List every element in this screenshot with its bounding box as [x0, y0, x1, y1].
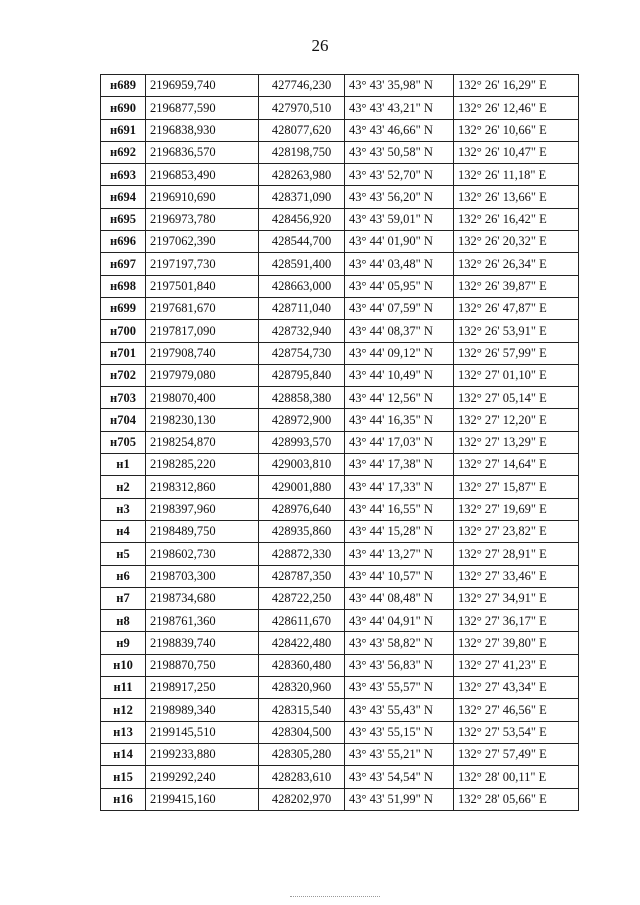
longitude-cell: 132° 28' 05,66" E [454, 788, 579, 810]
point-id-cell: н705 [101, 431, 146, 453]
table-row [101, 743, 579, 765]
latitude-cell: 43° 44' 17,33" N [345, 476, 454, 498]
point-id-cell: н5 [101, 543, 146, 565]
y-coordinate-cell: 428711,040 [259, 297, 345, 319]
point-id-cell: н6 [101, 565, 146, 587]
latitude-cell: 43° 43' 51,99" N [345, 788, 454, 810]
latitude-cell: 43° 43' 59,01" N [345, 208, 454, 230]
y-coordinate-cell: 428202,970 [259, 788, 345, 810]
x-coordinate-cell: 2197197,730 [146, 253, 259, 275]
table-row [101, 677, 579, 699]
latitude-cell: 43° 44' 07,59" N [345, 297, 454, 319]
table-row [101, 253, 579, 275]
latitude-cell: 43° 43' 58,82" N [345, 632, 454, 654]
table-row [101, 231, 579, 253]
latitude-cell: 43° 43' 35,98" N [345, 75, 454, 97]
longitude-cell: 132° 27' 34,91" E [454, 587, 579, 609]
table-row [101, 119, 579, 141]
table-row [101, 587, 579, 609]
y-coordinate-cell: 429001,880 [259, 476, 345, 498]
y-coordinate-cell: 428320,960 [259, 677, 345, 699]
page-number: 26 [311, 36, 329, 55]
table-row [101, 721, 579, 743]
y-coordinate-cell: 427970,510 [259, 97, 345, 119]
point-id-cell: н16 [101, 788, 146, 810]
latitude-cell: 43° 44' 16,35" N [345, 409, 454, 431]
table-row [101, 320, 579, 342]
x-coordinate-cell: 2199415,160 [146, 788, 259, 810]
latitude-cell: 43° 44' 15,28" N [345, 520, 454, 542]
y-coordinate-cell: 428754,730 [259, 342, 345, 364]
latitude-cell: 43° 43' 54,54" N [345, 766, 454, 788]
table-row [101, 75, 579, 97]
longitude-cell: 132° 27' 41,23" E [454, 654, 579, 676]
table-row [101, 610, 579, 632]
x-coordinate-cell: 2198870,750 [146, 654, 259, 676]
point-id-cell: н696 [101, 231, 146, 253]
x-coordinate-cell: 2198312,860 [146, 476, 259, 498]
latitude-cell: 43° 44' 05,95" N [345, 275, 454, 297]
x-coordinate-cell: 2197908,740 [146, 342, 259, 364]
longitude-cell: 132° 27' 57,49" E [454, 743, 579, 765]
longitude-cell: 132° 26' 20,32" E [454, 231, 579, 253]
point-id-cell: н2 [101, 476, 146, 498]
table-row [101, 164, 579, 186]
y-coordinate-cell: 428787,350 [259, 565, 345, 587]
x-coordinate-cell: 2198734,680 [146, 587, 259, 609]
x-coordinate-cell: 2197062,390 [146, 231, 259, 253]
point-id-cell: н698 [101, 275, 146, 297]
x-coordinate-cell: 2197817,090 [146, 320, 259, 342]
latitude-cell: 43° 43' 55,57" N [345, 677, 454, 699]
table-row [101, 186, 579, 208]
x-coordinate-cell: 2198397,960 [146, 498, 259, 520]
longitude-cell: 132° 27' 01,10" E [454, 364, 579, 386]
table-row [101, 342, 579, 364]
longitude-cell: 132° 26' 11,18" E [454, 164, 579, 186]
table-row [101, 364, 579, 386]
longitude-cell: 132° 27' 15,87" E [454, 476, 579, 498]
table-row [101, 788, 579, 810]
y-coordinate-cell: 428077,620 [259, 119, 345, 141]
y-coordinate-cell: 428795,840 [259, 364, 345, 386]
x-coordinate-cell: 2197501,840 [146, 275, 259, 297]
longitude-cell: 132° 27' 46,56" E [454, 699, 579, 721]
point-id-cell: н695 [101, 208, 146, 230]
point-id-cell: н14 [101, 743, 146, 765]
latitude-cell: 43° 44' 09,12" N [345, 342, 454, 364]
point-id-cell: н9 [101, 632, 146, 654]
latitude-cell: 43° 44' 16,55" N [345, 498, 454, 520]
y-coordinate-cell: 428315,540 [259, 699, 345, 721]
point-id-cell: н690 [101, 97, 146, 119]
point-id-cell: н7 [101, 587, 146, 609]
longitude-cell: 132° 26' 10,47" E [454, 141, 579, 163]
x-coordinate-cell: 2196973,780 [146, 208, 259, 230]
longitude-cell: 132° 26' 53,91" E [454, 320, 579, 342]
y-coordinate-cell: 428976,640 [259, 498, 345, 520]
scan-artifact-line [290, 896, 380, 897]
table-row [101, 431, 579, 453]
table-row [101, 387, 579, 409]
longitude-cell: 132° 26' 39,87" E [454, 275, 579, 297]
y-coordinate-cell: 428732,940 [259, 320, 345, 342]
point-id-cell: н700 [101, 320, 146, 342]
table-row [101, 565, 579, 587]
table-row [101, 699, 579, 721]
y-coordinate-cell: 428263,980 [259, 164, 345, 186]
latitude-cell: 43° 44' 04,91" N [345, 610, 454, 632]
coordinates-table [100, 74, 579, 811]
latitude-cell: 43° 43' 55,15" N [345, 721, 454, 743]
point-id-cell: н694 [101, 186, 146, 208]
x-coordinate-cell: 2199292,240 [146, 766, 259, 788]
x-coordinate-cell: 2197681,670 [146, 297, 259, 319]
point-id-cell: н12 [101, 699, 146, 721]
x-coordinate-cell: 2196910,690 [146, 186, 259, 208]
y-coordinate-cell: 428456,920 [259, 208, 345, 230]
x-coordinate-cell: 2198761,360 [146, 610, 259, 632]
latitude-cell: 43° 43' 46,66" N [345, 119, 454, 141]
latitude-cell: 43° 43' 55,43" N [345, 699, 454, 721]
latitude-cell: 43° 43' 43,21" N [345, 97, 454, 119]
longitude-cell: 132° 26' 16,29" E [454, 75, 579, 97]
y-coordinate-cell: 428198,750 [259, 141, 345, 163]
x-coordinate-cell: 2199145,510 [146, 721, 259, 743]
table-row [101, 543, 579, 565]
table-row [101, 409, 579, 431]
point-id-cell: н10 [101, 654, 146, 676]
point-id-cell: н13 [101, 721, 146, 743]
x-coordinate-cell: 2198254,870 [146, 431, 259, 453]
point-id-cell: н691 [101, 119, 146, 141]
latitude-cell: 43° 43' 50,58" N [345, 141, 454, 163]
y-coordinate-cell: 428872,330 [259, 543, 345, 565]
latitude-cell: 43° 44' 17,38" N [345, 454, 454, 476]
table-row [101, 654, 579, 676]
latitude-cell: 43° 43' 52,70" N [345, 164, 454, 186]
latitude-cell: 43° 44' 12,56" N [345, 387, 454, 409]
x-coordinate-cell: 2198602,730 [146, 543, 259, 565]
point-id-cell: н704 [101, 409, 146, 431]
longitude-cell: 132° 26' 16,42" E [454, 208, 579, 230]
point-id-cell: н15 [101, 766, 146, 788]
y-coordinate-cell: 428422,480 [259, 632, 345, 654]
latitude-cell: 43° 44' 08,37" N [345, 320, 454, 342]
x-coordinate-cell: 2198989,340 [146, 699, 259, 721]
y-coordinate-cell: 428993,570 [259, 431, 345, 453]
y-coordinate-cell: 427746,230 [259, 75, 345, 97]
longitude-cell: 132° 26' 13,66" E [454, 186, 579, 208]
point-id-cell: н8 [101, 610, 146, 632]
latitude-cell: 43° 43' 56,83" N [345, 654, 454, 676]
y-coordinate-cell: 428611,670 [259, 610, 345, 632]
longitude-cell: 132° 27' 53,54" E [454, 721, 579, 743]
point-id-cell: н689 [101, 75, 146, 97]
point-id-cell: н702 [101, 364, 146, 386]
table-row [101, 297, 579, 319]
y-coordinate-cell: 428283,610 [259, 766, 345, 788]
y-coordinate-cell: 428305,280 [259, 743, 345, 765]
y-coordinate-cell: 428544,700 [259, 231, 345, 253]
longitude-cell: 132° 27' 39,80" E [454, 632, 579, 654]
table-row [101, 208, 579, 230]
x-coordinate-cell: 2196959,740 [146, 75, 259, 97]
y-coordinate-cell: 428722,250 [259, 587, 345, 609]
latitude-cell: 43° 43' 55,21" N [345, 743, 454, 765]
x-coordinate-cell: 2198917,250 [146, 677, 259, 699]
longitude-cell: 132° 27' 05,14" E [454, 387, 579, 409]
point-id-cell: н693 [101, 164, 146, 186]
y-coordinate-cell: 428663,000 [259, 275, 345, 297]
longitude-cell: 132° 28' 00,11" E [454, 766, 579, 788]
latitude-cell: 43° 44' 01,90" N [345, 231, 454, 253]
x-coordinate-cell: 2197979,080 [146, 364, 259, 386]
point-id-cell: н697 [101, 253, 146, 275]
x-coordinate-cell: 2199233,880 [146, 743, 259, 765]
y-coordinate-cell: 428360,480 [259, 654, 345, 676]
table-row [101, 766, 579, 788]
longitude-cell: 132° 27' 33,46" E [454, 565, 579, 587]
y-coordinate-cell: 428371,090 [259, 186, 345, 208]
y-coordinate-cell: 428935,860 [259, 520, 345, 542]
table-row [101, 275, 579, 297]
x-coordinate-cell: 2198230,130 [146, 409, 259, 431]
longitude-cell: 132° 26' 10,66" E [454, 119, 579, 141]
point-id-cell: н692 [101, 141, 146, 163]
longitude-cell: 132° 26' 57,99" E [454, 342, 579, 364]
longitude-cell: 132° 26' 26,34" E [454, 253, 579, 275]
longitude-cell: 132° 26' 12,46" E [454, 97, 579, 119]
y-coordinate-cell: 429003,810 [259, 454, 345, 476]
x-coordinate-cell: 2196838,930 [146, 119, 259, 141]
longitude-cell: 132° 27' 23,82" E [454, 520, 579, 542]
table-row [101, 520, 579, 542]
y-coordinate-cell: 428972,900 [259, 409, 345, 431]
x-coordinate-cell: 2196853,490 [146, 164, 259, 186]
point-id-cell: н1 [101, 454, 146, 476]
x-coordinate-cell: 2198070,400 [146, 387, 259, 409]
longitude-cell: 132° 27' 13,29" E [454, 431, 579, 453]
x-coordinate-cell: 2198285,220 [146, 454, 259, 476]
y-coordinate-cell: 428304,500 [259, 721, 345, 743]
latitude-cell: 43° 44' 13,27" N [345, 543, 454, 565]
point-id-cell: н703 [101, 387, 146, 409]
latitude-cell: 43° 44' 10,57" N [345, 565, 454, 587]
longitude-cell: 132° 27' 12,20" E [454, 409, 579, 431]
table-row [101, 97, 579, 119]
point-id-cell: н701 [101, 342, 146, 364]
longitude-cell: 132° 27' 14,64" E [454, 454, 579, 476]
table-row [101, 632, 579, 654]
latitude-cell: 43° 44' 10,49" N [345, 364, 454, 386]
x-coordinate-cell: 2198703,300 [146, 565, 259, 587]
latitude-cell: 43° 44' 08,48" N [345, 587, 454, 609]
point-id-cell: н4 [101, 520, 146, 542]
coordinates-table-body [101, 75, 579, 811]
longitude-cell: 132° 27' 36,17" E [454, 610, 579, 632]
table-row [101, 454, 579, 476]
latitude-cell: 43° 44' 03,48" N [345, 253, 454, 275]
table-row [101, 476, 579, 498]
longitude-cell: 132° 27' 28,91" E [454, 543, 579, 565]
point-id-cell: н699 [101, 297, 146, 319]
longitude-cell: 132° 27' 43,34" E [454, 677, 579, 699]
longitude-cell: 132° 27' 19,69" E [454, 498, 579, 520]
table-row [101, 498, 579, 520]
latitude-cell: 43° 44' 17,03" N [345, 431, 454, 453]
point-id-cell: н3 [101, 498, 146, 520]
y-coordinate-cell: 428858,380 [259, 387, 345, 409]
x-coordinate-cell: 2198839,740 [146, 632, 259, 654]
table-row [101, 141, 579, 163]
x-coordinate-cell: 2196836,570 [146, 141, 259, 163]
longitude-cell: 132° 26' 47,87" E [454, 297, 579, 319]
x-coordinate-cell: 2196877,590 [146, 97, 259, 119]
point-id-cell: н11 [101, 677, 146, 699]
y-coordinate-cell: 428591,400 [259, 253, 345, 275]
x-coordinate-cell: 2198489,750 [146, 520, 259, 542]
latitude-cell: 43° 43' 56,20" N [345, 186, 454, 208]
